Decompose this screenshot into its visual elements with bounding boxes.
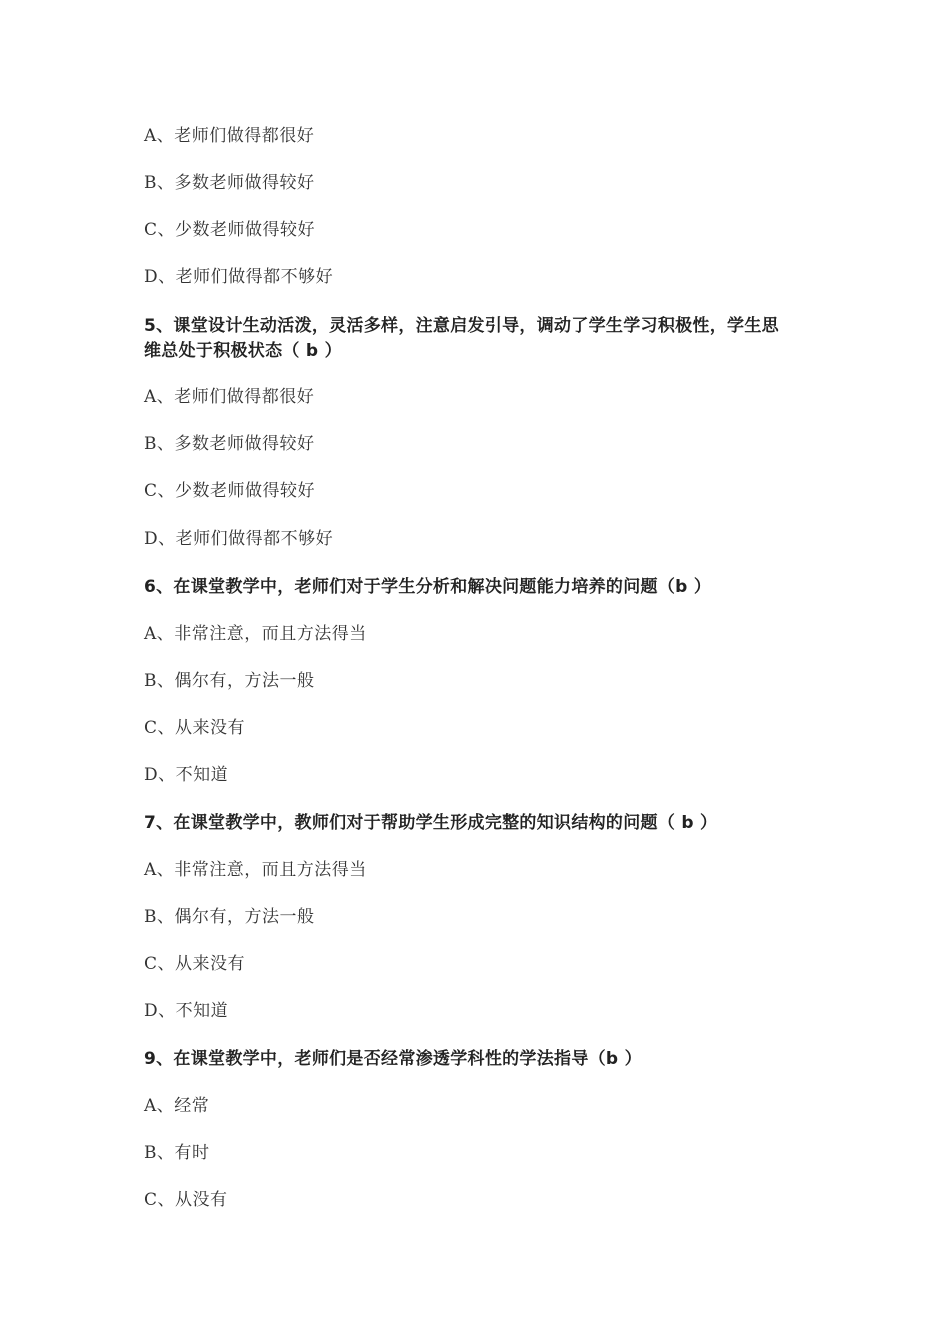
option-b: B、偶尔有，方法一般 <box>144 671 315 691</box>
option-d: D、不知道 <box>144 765 229 785</box>
option-d: D、老师们做得都不够好 <box>144 267 334 287</box>
option-a: A、老师们做得都很好 <box>144 126 315 146</box>
option-b: B、偶尔有，方法一般 <box>144 907 315 927</box>
option-a: A、非常注意，而且方法得当 <box>144 624 367 644</box>
option-d: D、老师们做得都不够好 <box>144 529 334 549</box>
option-c: C、从来没有 <box>144 718 246 738</box>
option-b: B、多数老师做得较好 <box>144 434 315 454</box>
question-6: 6、在课堂教学中，老师们对于学生分析和解决问题能力培养的问题（b ） <box>144 577 712 597</box>
option-a: A、老师们做得都很好 <box>144 387 315 407</box>
option-b: B、有时 <box>144 1143 210 1163</box>
question-7: 7、在课堂教学中，教师们对于帮助学生形成完整的知识结构的问题（ b ） <box>144 813 718 833</box>
option-c: C、从没有 <box>144 1190 228 1210</box>
option-c: C、少数老师做得较好 <box>144 220 316 240</box>
option-a: A、经常 <box>144 1096 210 1116</box>
option-c: C、少数老师做得较好 <box>144 481 316 501</box>
question-5-line-1: 5、课堂设计生动活泼，灵活多样，注意启发引导，调动了学生学习积极性，学生思 <box>144 316 779 336</box>
option-c: C、从来没有 <box>144 954 246 974</box>
option-b: B、多数老师做得较好 <box>144 173 315 193</box>
question-5-line-2: 维总处于积极状态（ b ） <box>144 341 342 361</box>
option-a: A、非常注意，而且方法得当 <box>144 860 367 880</box>
question-9: 9、在课堂教学中，老师们是否经常渗透学科性的学法指导（b ） <box>144 1049 642 1069</box>
option-d: D、不知道 <box>144 1001 229 1021</box>
